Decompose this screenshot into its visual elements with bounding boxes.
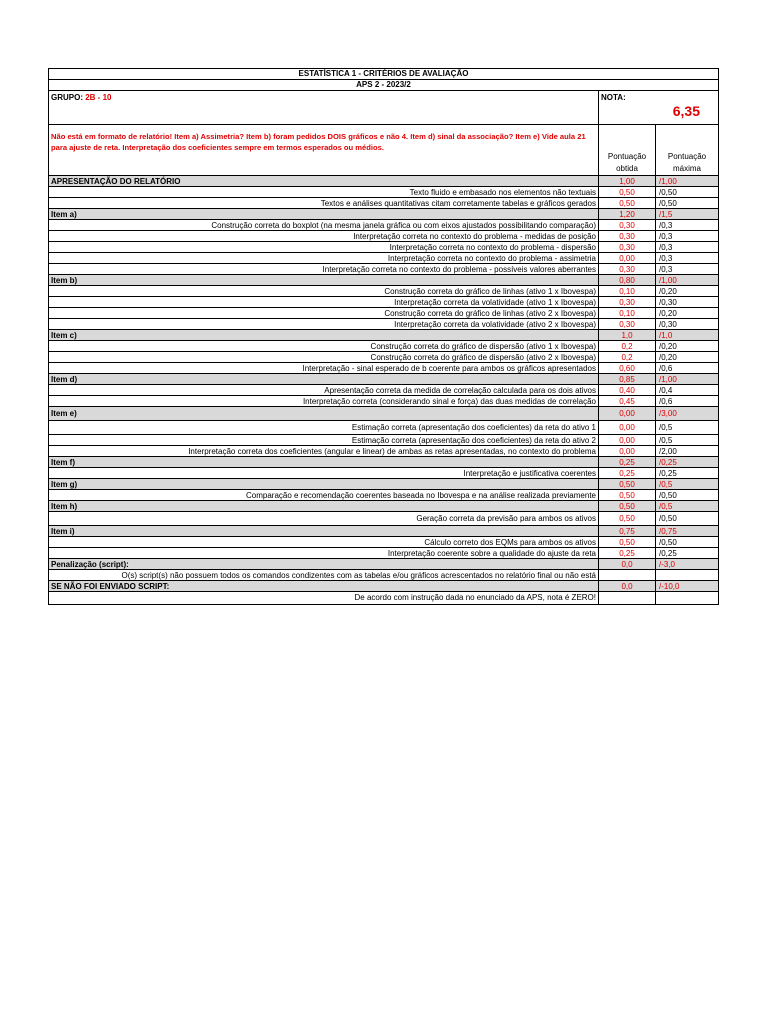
section-label: Item c): [49, 330, 599, 340]
section-label: Item h): [49, 501, 599, 511]
score-max: /0,3: [659, 254, 673, 263]
criterion-label: Estimação correta (apresentação dos coeficientes) da reta do ativo 1: [49, 421, 599, 434]
score-max: /3,00: [656, 407, 718, 420]
score-max: /-10,0: [656, 581, 718, 591]
criterion-label: Construção correta do gráfico de dispersão (ativo 2 x Ibovespa): [49, 352, 599, 362]
criterion-label: O(s) script(s) não possuem todos os comandos condizentes com as tabelas e/ou gráficos acrescentados no relatório final ou não está: [49, 570, 599, 580]
section-label: Item g): [49, 479, 599, 489]
grading-sheet: [48, 68, 719, 605]
score-obtained: 0,30: [599, 231, 656, 241]
score-obtained: 0,50: [599, 537, 656, 547]
score-max: /0,25: [656, 457, 718, 467]
score-max: /0,5: [656, 479, 718, 489]
criterion-label: Interpretação e justificativa coerentes: [49, 468, 599, 478]
obtained-header-2: obtida: [616, 164, 638, 173]
section-row: [49, 501, 718, 512]
score-max: /1,0: [656, 330, 718, 340]
section-row: [49, 457, 718, 468]
sheet-title: ESTATÍSTICA 1 - CRITÉRIOS DE AVALIAÇÃO: [298, 69, 469, 78]
score-obtained: 0,80: [599, 275, 656, 285]
score-obtained: 0,45: [599, 396, 656, 406]
score-obtained: 0,30: [599, 242, 656, 252]
score-obtained: 0,75: [599, 526, 656, 536]
score-obtained: 0,0: [599, 559, 656, 569]
criterion-label: Interpretação correta no contexto do problema - possíveis valores aberrantes: [49, 264, 599, 274]
score-obtained: 0,30: [599, 319, 656, 329]
criterion-row: [49, 253, 718, 264]
criterion-row: [49, 592, 718, 604]
criterion-label: Cálculo correto dos EQMs para ambos os ativos: [49, 537, 599, 547]
criterion-row: [49, 297, 718, 308]
score-max: /0,3: [659, 265, 673, 274]
group-grade-row: [49, 91, 718, 125]
section-label: Item b): [49, 275, 599, 285]
sheet-subtitle: APS 2 - 2023/2: [356, 80, 411, 89]
criteria-table: [49, 176, 718, 604]
section-row: [49, 374, 718, 385]
score-obtained: 1,20: [599, 209, 656, 219]
criterion-label: Textos e análises quantitativas citam corretamente tabelas e gráficos gerados: [49, 198, 599, 208]
score-max: /0,50: [659, 538, 677, 547]
criterion-row: [49, 446, 718, 457]
criterion-label: Interpretação correta da volatividade (ativo 2 x Ibovespa): [49, 319, 599, 329]
score-obtained: 0,50: [599, 479, 656, 489]
score-obtained: 0,60: [599, 363, 656, 373]
comment-row: [49, 125, 718, 176]
criterion-row: [49, 231, 718, 242]
criterion-row: [49, 490, 718, 501]
score-obtained: 0,30: [599, 220, 656, 230]
score-max: /0,3: [659, 221, 673, 230]
score-max: /1,5: [656, 209, 718, 219]
score-max: /0,20: [659, 342, 677, 351]
group-cell: [49, 91, 599, 124]
max-header-2: máxima: [672, 164, 701, 173]
score-obtained: 1,0: [599, 330, 656, 340]
grade-label: NOTA:: [601, 93, 626, 102]
score-max: /0,50: [659, 491, 677, 500]
criterion-label: Interpretação correta no contexto do problema - medidas de posição: [49, 231, 599, 241]
score-max: /0,3: [659, 243, 673, 252]
criterion-row: [49, 537, 718, 548]
grade-value: 6,35: [672, 103, 700, 119]
score-max: [656, 570, 718, 580]
criterion-label: Apresentação correta da medida de correlação calculada para os dois ativos: [49, 385, 599, 395]
score-max: /0,50: [659, 188, 677, 197]
section-label: APRESENTAÇÃO DO RELATÓRIO: [49, 176, 599, 186]
criterion-row: [49, 435, 718, 446]
score-max: /1,00: [656, 374, 718, 384]
score-obtained: 0,25: [599, 548, 656, 558]
criterion-label: Interpretação coerente sobre a qualidade do ajuste da reta: [49, 548, 599, 558]
criterion-label: Construção correta do gráfico de linhas (ativo 2 x Ibovespa): [49, 308, 599, 318]
score-obtained: 0,50: [599, 512, 656, 525]
score-max: /0,6: [659, 397, 673, 406]
score-obtained: [599, 570, 656, 580]
criterion-row: [49, 512, 718, 526]
title-row: [49, 69, 718, 80]
section-row: [49, 526, 718, 537]
max-header: [656, 125, 718, 175]
score-max: /0,20: [659, 309, 677, 318]
criterion-row: [49, 341, 718, 352]
score-obtained: 0,50: [599, 490, 656, 500]
criterion-label: Construção correta do boxplot (na mesma janela gráfica ou com eixos ajustados possibilitando comparação): [49, 220, 599, 230]
section-label: Item d): [49, 374, 599, 384]
grade-cell: [599, 91, 718, 124]
score-obtained: 0,50: [599, 198, 656, 208]
score-max: /0,50: [659, 514, 677, 523]
criterion-row: [49, 468, 718, 479]
section-label: Item a): [49, 209, 599, 219]
score-obtained: 0,00: [599, 421, 656, 434]
section-row: [49, 330, 718, 341]
score-obtained: 0,30: [599, 297, 656, 307]
score-max: [656, 592, 718, 604]
section-label: Item e): [49, 407, 599, 420]
criterion-label: Estimação correta (apresentação dos coeficientes) da reta do ativo 2: [49, 435, 599, 445]
score-obtained: 0,50: [599, 501, 656, 511]
score-obtained: 0,40: [599, 385, 656, 395]
criterion-row: [49, 308, 718, 319]
score-max: /0,5: [656, 501, 718, 511]
score-max: /0,5: [659, 423, 673, 432]
score-obtained: 0,0: [599, 581, 656, 591]
score-max: /0,30: [659, 320, 677, 329]
score-max: /0,30: [659, 298, 677, 307]
comment-cell: [49, 125, 599, 175]
section-row: [49, 581, 718, 592]
score-max: /0,20: [659, 353, 677, 362]
score-obtained: 0,30: [599, 264, 656, 274]
score-obtained: 0,10: [599, 308, 656, 318]
criterion-label: Interpretação correta (considerando sinal e força) das duas medidas de correlação: [49, 396, 599, 406]
section-label: Penalização (script):: [49, 559, 599, 569]
score-obtained: 0,00: [599, 407, 656, 420]
criterion-row: [49, 352, 718, 363]
score-obtained: 0,85: [599, 374, 656, 384]
criterion-row: [49, 396, 718, 407]
section-label: Item i): [49, 526, 599, 536]
criterion-row: [49, 286, 718, 297]
criterion-label: Interpretação correta no contexto do problema - dispersão: [49, 242, 599, 252]
score-max: /0,25: [659, 549, 677, 558]
section-row: [49, 209, 718, 220]
score-max: /0,50: [659, 199, 677, 208]
section-label: Item f): [49, 457, 599, 467]
section-row: [49, 176, 718, 187]
criterion-row: [49, 220, 718, 231]
score-max: /0,4: [659, 386, 673, 395]
criterion-row: [49, 421, 718, 435]
criterion-row: [49, 319, 718, 330]
section-label: SE NÃO FOI ENVIADO SCRIPT:: [49, 581, 599, 591]
section-row: [49, 479, 718, 490]
criterion-row: [49, 187, 718, 198]
score-max: /1,00: [656, 275, 718, 285]
obtained-header-1: Pontuação: [607, 152, 647, 161]
group-value: 2B - 10: [85, 93, 112, 102]
score-obtained: 0,00: [599, 253, 656, 263]
score-obtained: [599, 592, 656, 604]
max-header-1: Pontuação: [667, 152, 707, 161]
score-max: /2,00: [659, 447, 677, 456]
score-obtained: 0,2: [599, 352, 656, 362]
score-obtained: 0,25: [599, 468, 656, 478]
score-obtained: 0,2: [599, 341, 656, 351]
criterion-label: Interpretação - sinal esperado de b coerente para ambos os gráficos apresentados: [49, 363, 599, 373]
criterion-label: Comparação e recomendação coerentes baseada no Ibovespa e na análise realizada previamente: [49, 490, 599, 500]
comment-line-2: para ajuste de reta. Interpretação dos coeficientes sempre em termos esperados ou médios.: [51, 143, 384, 152]
score-obtained: 0,25: [599, 457, 656, 467]
criterion-label: Interpretação correta da volatividade (ativo 1 x Ibovespa): [49, 297, 599, 307]
criterion-row: [49, 385, 718, 396]
criterion-label: De acordo com instrução dada no enunciado da APS, nota é ZERO!: [49, 592, 599, 604]
score-max: /0,5: [659, 436, 673, 445]
score-obtained: 0,00: [599, 435, 656, 445]
criterion-label: Geração correta da previsão para ambos os ativos: [49, 512, 599, 525]
section-row: [49, 559, 718, 570]
criterion-row: [49, 242, 718, 253]
criterion-label: Interpretação correta no contexto do problema - assimetria: [49, 253, 599, 263]
criterion-label: Construção correta do gráfico de dispersão (ativo 1 x Ibovespa): [49, 341, 599, 351]
criterion-row: [49, 570, 718, 581]
section-row: [49, 407, 718, 421]
score-obtained: 0,10: [599, 286, 656, 296]
criterion-row: [49, 264, 718, 275]
criterion-label: Interpretação correta dos coeficientes (angular e linear) de ambas as retas apresentadas, no contexto do problema: [49, 446, 599, 456]
score-max: /0,6: [659, 364, 673, 373]
score-max: /0,3: [659, 232, 673, 241]
score-max: /0,75: [656, 526, 718, 536]
criterion-label: Construção correta do gráfico de linhas (ativo 1 x Ibovespa): [49, 286, 599, 296]
score-obtained: 1,00: [599, 176, 656, 186]
group-label: GRUPO:: [51, 93, 83, 102]
score-obtained: 0,00: [599, 446, 656, 456]
criterion-row: [49, 548, 718, 559]
score-max: /0,20: [659, 287, 677, 296]
score-max: /1,00: [656, 176, 718, 186]
obtained-header: [599, 125, 656, 175]
section-row: [49, 275, 718, 286]
criterion-label: Texto fluido e embasado nos elementos não textuais: [49, 187, 599, 197]
score-max: /0,25: [659, 469, 677, 478]
score-obtained: 0,50: [599, 187, 656, 197]
criterion-row: [49, 363, 718, 374]
subtitle-row: [49, 80, 718, 91]
score-max: /-3,0: [656, 559, 718, 569]
comment-line-1: Não está em formato de relatório! Item a) Assimetria? Item b) foram pedidos DOIS gráficos e não 4. Item d) sinal da associação? Item e) Vide aula 21: [51, 132, 586, 141]
criterion-row: [49, 198, 718, 209]
